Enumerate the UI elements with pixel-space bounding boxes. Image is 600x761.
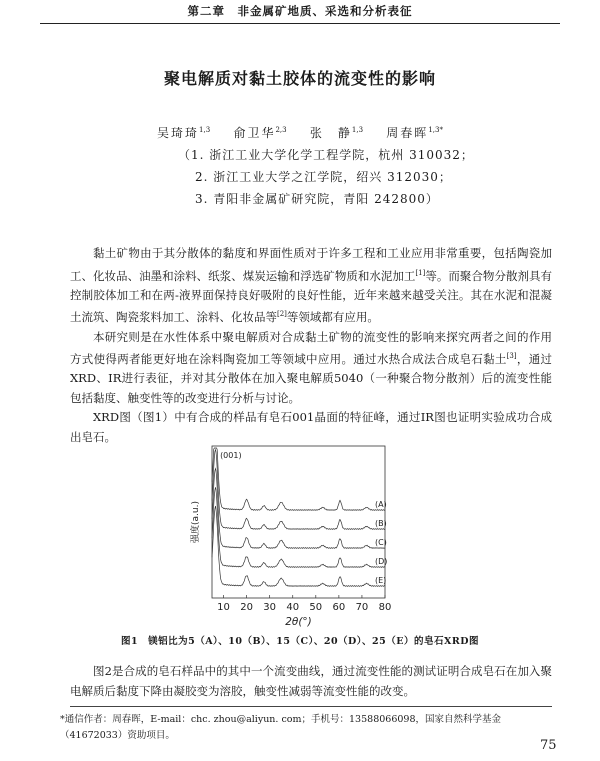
xrd-series-line xyxy=(212,487,388,567)
series-label: (C) xyxy=(375,538,387,547)
xrd-series-line xyxy=(212,469,385,549)
author-name: 张 静 xyxy=(309,126,352,140)
author-name: 俞卫华 xyxy=(233,126,276,140)
peak-label: (001) xyxy=(220,451,242,460)
paragraph: 黏土矿物由于其分散体的黏度和界面性质对于许多工程和工业应用非常重要，包括陶瓷加工、化妆品、油墨和涂料、纸浆、煤炭运输和浮选矿物质和水泥加工[1]等。而聚合物分散剂具有控制胶体加工和在两-液界面保持良好吸附的良好性能，近年来越来越受关注。其在水泥和混凝土流筑、陶瓷浆料加工、涂料、化妆品等[2]等领域都有应用。 xyxy=(70,246,552,325)
affiliation-1: （1. 浙江工业大学化学工程学院，杭州 310032； xyxy=(178,148,474,162)
header-rule xyxy=(40,23,560,24)
body-text xyxy=(70,244,552,447)
series-label: (A) xyxy=(375,500,387,509)
author-sup: 2,3 xyxy=(275,126,287,134)
paper-title: 聚电解质对黏土胶体的流变性的影响 xyxy=(163,69,436,88)
author-sup: 1,3* xyxy=(428,126,443,134)
xrd-series-line xyxy=(212,506,388,586)
affiliation-3: 3. 青阳非金属矿研究院，青阳 242800） xyxy=(195,192,439,206)
page-number: 75 xyxy=(540,738,557,753)
footnote: *通信作者：周春晖，E-mail：chc. zhou@aliyun. com；手机号：13588066098，国家自然科学基金（41672033）资助项目。 xyxy=(60,714,501,741)
xrd-series-line xyxy=(212,450,385,530)
author-name: 周春晖 xyxy=(386,126,429,140)
running-header: 第二章 非金属矿地质、采选和分析表征 xyxy=(187,4,413,18)
x-tick-label: 70 xyxy=(355,602,369,613)
x-tick-label: 30 xyxy=(263,602,277,613)
series-label: (D) xyxy=(375,557,388,566)
x-tick-label: 20 xyxy=(240,602,253,613)
author-list xyxy=(0,124,600,141)
paragraph: 图2是合成的皂石样品中的其中一个流变曲线，通过流变性能的测试证明合成皂石在加入聚电解质后黏度下降由凝胶变为溶胶，触变性减弱等流变性能的改变。 xyxy=(70,664,552,698)
affiliation-2: 2. 浙江工业大学之江学院，绍兴 312030； xyxy=(195,170,452,184)
author-name: 吴琦琦 xyxy=(157,126,200,140)
x-tick-label: 40 xyxy=(286,602,300,613)
xrd-chart xyxy=(180,438,415,628)
y-axis-label: 强度(a.u.) xyxy=(191,501,201,543)
paragraph: 本研究则是在水性体系中聚电解质对合成黏土矿物的流变性的影响来探究两者之间的作用方式使得两者能更好地在涂料陶瓷加工等领域中应用。通过水热合成法合成皂石黏土[3]，通过XRD、IR进行表征，并对其分散体在加入聚电解质5040（一种聚合物分散剂）后的流变性能包括黏度、触变性等的改变进行分析与讨论。 xyxy=(70,329,552,405)
x-axis-label: 2θ(°) xyxy=(285,616,312,628)
body-text-2 xyxy=(70,662,552,701)
plot-frame xyxy=(212,446,388,598)
paragraph: XRD图（图1）中有合成的样品有皂石001晶面的特征峰，通过IR图也证明实验成功合成出皂石。 xyxy=(70,410,552,444)
x-tick-label: 10 xyxy=(217,602,230,613)
x-tick-label: 60 xyxy=(332,602,346,613)
x-tick-label: 80 xyxy=(378,602,392,613)
x-tick-label: 50 xyxy=(309,602,323,613)
series-label: (E) xyxy=(375,576,387,585)
author-sup: 1,3 xyxy=(351,126,364,134)
footnote-rule xyxy=(70,706,552,707)
figure-caption: 图1 镁铝比为5（A）、10（B）、15（C）、20（D）、25（E）的皂石XRD图 xyxy=(120,636,480,647)
author-sup: 1,3 xyxy=(199,126,211,134)
series-label: (B) xyxy=(375,519,387,528)
